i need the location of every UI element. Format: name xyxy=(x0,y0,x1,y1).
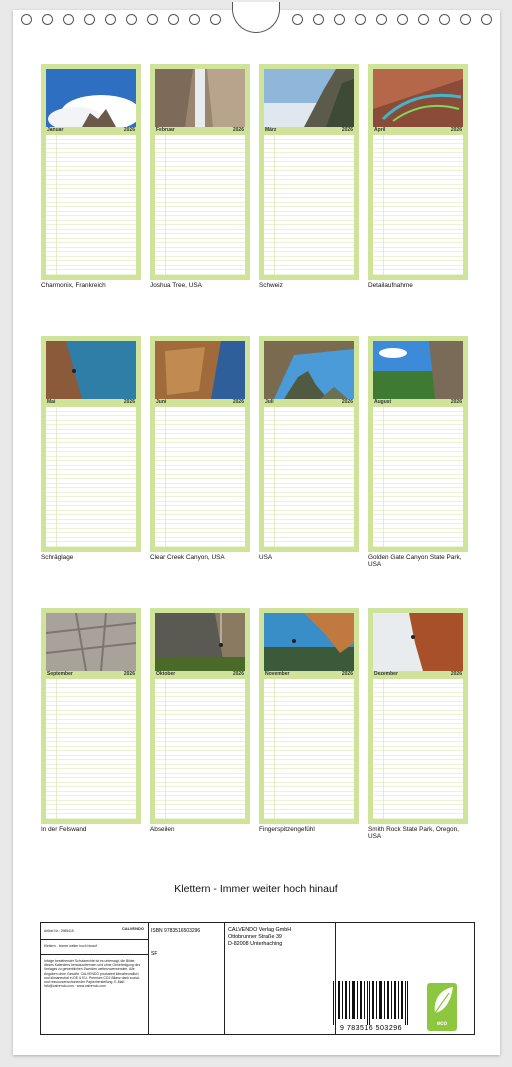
month-panel-september xyxy=(41,608,141,824)
month-year: 2026 xyxy=(123,127,135,133)
canyon-wall-photo xyxy=(155,341,245,399)
binding-hole xyxy=(189,14,200,25)
month-year: 2026 xyxy=(450,399,462,405)
rope-detail-photo xyxy=(373,69,463,127)
article-number: Artikel Nr.: 2985415 xyxy=(44,929,74,933)
month-name: Mai xyxy=(47,399,56,405)
day-grid xyxy=(264,135,354,275)
month-year: 2026 xyxy=(450,671,462,677)
cliff-hang-photo xyxy=(264,613,354,671)
month-name: März xyxy=(265,127,277,133)
month-panel-may xyxy=(41,336,141,552)
binding-hole xyxy=(460,14,471,25)
binding-hole xyxy=(147,14,158,25)
alpine-ridge-photo xyxy=(264,69,354,127)
rappel-photo xyxy=(155,613,245,671)
photo-caption: Golden Gate Canyon State Park, USA xyxy=(368,554,462,568)
sf-code: SF xyxy=(151,951,158,957)
barcode-bars xyxy=(331,981,411,1025)
leaf-icon xyxy=(427,983,457,1017)
grey-wall-photo xyxy=(46,613,136,671)
article-row xyxy=(41,923,148,940)
month-panel-november xyxy=(259,608,359,824)
info-column-publisher xyxy=(225,923,336,1034)
binding-hole xyxy=(168,14,179,25)
photo-caption: Fingerspitzengefühl xyxy=(259,826,315,833)
binding-hole xyxy=(292,14,303,25)
photo-caption: Abseilen xyxy=(150,826,175,833)
photo-caption: Schweiz xyxy=(259,282,283,289)
red-rock-photo xyxy=(373,613,463,671)
month-panel-july xyxy=(259,336,359,552)
month-panel-january xyxy=(41,64,141,280)
barcode xyxy=(331,981,411,1035)
publisher-name: CALVENDO Verlag GmbH xyxy=(228,927,292,933)
day-grid xyxy=(373,135,463,275)
binding-hole xyxy=(418,14,429,25)
month-year: 2026 xyxy=(232,127,244,133)
month-panel-march xyxy=(259,64,359,280)
month-name: Dezember xyxy=(374,671,398,677)
day-grid xyxy=(373,407,463,547)
binding-hole xyxy=(481,14,492,25)
month-name: Februar xyxy=(156,127,175,133)
month-panel-august xyxy=(368,336,468,552)
photo-caption: Clear Creek Canyon, USA xyxy=(150,554,225,561)
publisher-street: Ottobrunner Straße 39 xyxy=(228,934,282,940)
month-year: 2026 xyxy=(341,671,353,677)
month-name: Juni xyxy=(156,399,167,405)
day-grid xyxy=(155,679,245,819)
info-column-isbn xyxy=(149,923,225,1034)
photo-caption: Detailaufnahme xyxy=(368,282,413,289)
overhang-climber-photo xyxy=(46,341,136,399)
binding-hole xyxy=(63,14,74,25)
calendar-title: Klettern - Immer weiter hoch hinauf xyxy=(174,883,338,895)
binding-hole xyxy=(397,14,408,25)
photo-caption: In der Felswand xyxy=(41,826,87,833)
snowy-peak-photo xyxy=(46,69,136,127)
binding-hole xyxy=(21,14,32,25)
arch-climber-photo xyxy=(264,341,354,399)
month-panel-june xyxy=(150,336,250,552)
eco-badge xyxy=(427,983,457,1031)
photo-caption: Schräglage xyxy=(41,554,74,561)
day-grid xyxy=(46,135,136,275)
product-info-box xyxy=(40,922,475,1035)
binding-hole xyxy=(355,14,366,25)
short-title: Klettern - Immer weiter hoch hinauf xyxy=(44,944,97,948)
month-panel-february xyxy=(150,64,250,280)
day-grid xyxy=(264,407,354,547)
day-grid xyxy=(264,679,354,819)
day-grid xyxy=(155,407,245,547)
month-year: 2026 xyxy=(123,671,135,677)
photo-caption: USA xyxy=(259,554,273,561)
legal-text: Infolge bestehender Schutzrechte ist es untersagt, die Bilder dieses Kalenders herauszutrennen und ohne Genehmigung des Verlages zu gewerblichen Zwecken weiterzuverwenden. Alle Angaben ohne Gewähr. CALVENDO produziert klimafreundlich und klimaneutral in DE & EU. Premium CO2-Bilanz dank sozial- und ressourcenschonender Papierherstellung. E-Mail: info@calvendo.com · www.calvendo.com xyxy=(44,959,141,989)
isbn-text: ISBN 9783516503296 xyxy=(151,928,201,934)
rock-crack-photo xyxy=(155,69,245,127)
green-valley-photo xyxy=(373,341,463,399)
binding-hole xyxy=(126,14,137,25)
eco-label: eco xyxy=(436,1021,448,1027)
month-panel-october xyxy=(150,608,250,824)
photo-caption: Smith Rock State Park, Oregon, USA xyxy=(368,826,459,840)
month-name: November xyxy=(265,671,290,677)
month-name: Juli xyxy=(265,399,274,405)
publisher-city: D-82008 Unterhaching xyxy=(228,941,283,947)
info-column-left xyxy=(41,923,149,1034)
day-grid xyxy=(46,679,136,819)
binding-hole xyxy=(313,14,324,25)
month-year: 2026 xyxy=(232,399,244,405)
binding-hole xyxy=(376,14,387,25)
day-grid xyxy=(373,679,463,819)
day-grid xyxy=(155,135,245,275)
month-year: 2026 xyxy=(450,127,462,133)
brand-logo: CALVENDO xyxy=(121,926,144,931)
month-year: 2026 xyxy=(232,671,244,677)
month-panel-december xyxy=(368,608,468,824)
month-name: April xyxy=(374,127,386,133)
binding-hole xyxy=(210,14,221,25)
month-panel-april xyxy=(368,64,468,280)
month-name: Januar xyxy=(47,127,64,133)
binding-hole xyxy=(105,14,116,25)
month-name: August xyxy=(374,399,392,405)
binding-hole xyxy=(334,14,345,25)
binding-hole xyxy=(439,14,450,25)
day-grid xyxy=(46,407,136,547)
month-name: Oktober xyxy=(156,671,176,677)
month-name: September xyxy=(47,671,73,677)
short-title-row xyxy=(41,940,148,955)
photo-caption: Joshua Tree, USA xyxy=(150,282,202,289)
month-year: 2026 xyxy=(341,127,353,133)
month-year: 2026 xyxy=(123,399,135,405)
binding-hole xyxy=(42,14,53,25)
photo-caption: Charmonix, Frankreich xyxy=(41,282,106,289)
barcode-number: 9 783516 503296 xyxy=(340,1025,402,1032)
binding-hole xyxy=(84,14,95,25)
month-year: 2026 xyxy=(341,399,353,405)
